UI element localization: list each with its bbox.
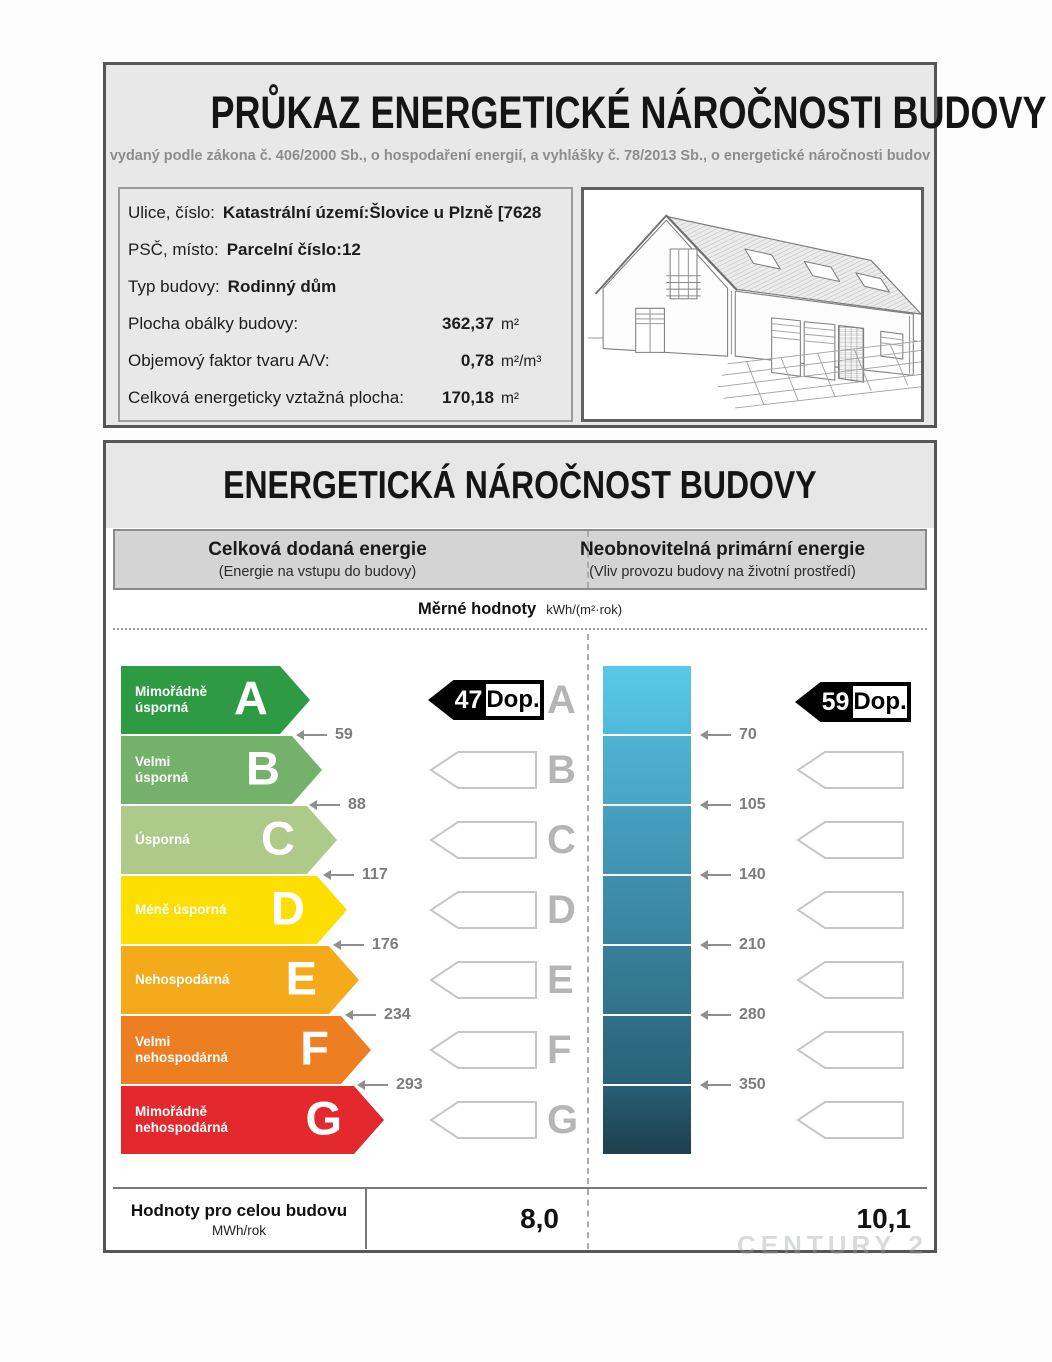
primary-energy-scale-box (603, 1016, 691, 1084)
totals-divider (587, 1189, 589, 1249)
primary-energy-scale-box (603, 666, 691, 734)
property-unit: m² (501, 316, 520, 333)
class-letter: B (547, 748, 576, 792)
delivered-energy-rating-badge: 47 Dop. (428, 680, 544, 720)
property-value: Parcelní číslo:12 (226, 240, 361, 259)
empty-rating-arrow (795, 890, 905, 930)
class-letter: C (547, 818, 576, 862)
rating-chart (106, 630, 934, 1188)
property-row-volume-factor (128, 351, 563, 388)
class-band-g: Mimořádně nehospodárná G (121, 1086, 384, 1154)
empty-rating-arrow (795, 820, 905, 860)
property-row-reference-area (128, 388, 563, 425)
watermark: CENTURY 2 (737, 1230, 928, 1260)
threshold-marker: 59 (296, 726, 353, 744)
threshold-marker: 350 (700, 1076, 766, 1094)
property-label: PSČ, místo: (128, 240, 219, 259)
document-subtitle: vydaný podle zákona č. 406/2000 Sb., o hospodaření energií, a vyhlášky č. 78/2013 Sb., o energetické náročnosti budov (109, 148, 931, 164)
empty-rating-arrow (795, 750, 905, 790)
threshold-marker: 293 (357, 1076, 423, 1094)
class-band-a: Mimořádně úsporná A (121, 666, 310, 734)
property-info-box (118, 187, 573, 422)
threshold-marker: 88 (309, 796, 366, 814)
property-label: Plocha obálky budovy: (128, 314, 299, 333)
class-band-d: Méně úsporná D (121, 876, 347, 944)
empty-rating-arrow (428, 890, 538, 930)
class-band-b: Velmi úsporná B (121, 736, 322, 804)
empty-rating-arrow (428, 1100, 538, 1140)
empty-rating-arrow (428, 1030, 538, 1070)
empty-rating-arrow (428, 750, 538, 790)
class-band-f: Velmi nehospodárná F (121, 1016, 371, 1084)
threshold-marker: 140 (700, 866, 766, 884)
class-letter: F (547, 1028, 572, 1072)
property-value: 0,78 (460, 351, 494, 370)
property-row-type (128, 277, 563, 314)
threshold-marker: 280 (700, 1006, 766, 1024)
house-drawing (584, 190, 921, 419)
threshold-marker: 234 (345, 1006, 411, 1024)
primary-energy-scale-box (603, 876, 691, 944)
document-title: PRŮKAZ ENERGETICKÉ NÁROČNOSTI BUDOVY (210, 87, 1047, 138)
primary-energy-scale-box (603, 946, 691, 1014)
threshold-marker: 210 (700, 936, 766, 954)
column-divider (587, 531, 589, 588)
property-label: Typ budovy: (128, 277, 220, 296)
property-label: Celková energeticky vztažná plocha: (128, 388, 404, 407)
empty-rating-arrow (795, 960, 905, 1000)
property-unit: m² (501, 390, 520, 407)
property-value: 362,37 (442, 314, 494, 333)
threshold-marker: 176 (333, 936, 399, 954)
chart-divider (587, 634, 589, 1184)
section-title: ENERGETICKÁ NÁROČNOST BUDOVY (223, 463, 817, 507)
empty-rating-arrow (795, 1100, 905, 1140)
primary-energy-scale-box (603, 1086, 691, 1154)
property-value: Katastrální území:Šlovice u Plzně [7628 (222, 203, 542, 222)
threshold-marker: 105 (700, 796, 766, 814)
energy-rating-section (103, 440, 937, 1253)
class-letter: G (547, 1098, 579, 1142)
property-label: Objemový faktor tvaru A/V: (128, 351, 330, 370)
primary-energy-rating-badge: 59 Dop. (795, 682, 911, 722)
empty-rating-arrow (795, 1030, 905, 1070)
class-letter: E (547, 958, 574, 1002)
property-label: Ulice, číslo: (128, 203, 215, 222)
class-letter: D (547, 888, 576, 932)
property-row-zip (128, 240, 563, 277)
certificate-header-section (103, 62, 1047, 428)
totals-label-cell: Hodnoty pro celou budovu MWh/rok (113, 1189, 367, 1249)
specific-values-row: Měrné hodnoty kWh/(m²·rok) (113, 590, 927, 628)
section-title-band (106, 443, 934, 528)
property-value: Rodinný dům (227, 277, 337, 296)
column-header-delivered-energy: Celková dodaná energie (Energie na vstupu do budovy) (208, 539, 427, 580)
column-headers (113, 529, 927, 590)
class-band-c: Úsporná C (121, 806, 337, 874)
total-primary-energy-value: 10,1 (856, 1203, 911, 1234)
total-delivered-energy-value: 8,0 (520, 1203, 559, 1234)
property-row-envelope-area (128, 314, 563, 351)
empty-rating-arrow (428, 960, 538, 1000)
building-info-row (118, 187, 924, 422)
primary-energy-scale-box (603, 736, 691, 804)
threshold-marker: 117 (323, 866, 388, 884)
property-unit: m²/m³ (501, 353, 542, 370)
threshold-marker: 70 (700, 726, 757, 744)
class-letter: A (547, 678, 576, 722)
house-drawing-box (581, 187, 924, 422)
primary-energy-scale-box (603, 806, 691, 874)
class-band-e: Nehospodárná E (121, 946, 359, 1014)
empty-rating-arrow (428, 820, 538, 860)
column-header-primary-energy: Neobnovitelná primární energie (Vliv provozu budovy na životní prostředí) (579, 539, 866, 580)
property-row-address (128, 203, 563, 240)
property-value: 170,18 (442, 388, 494, 407)
